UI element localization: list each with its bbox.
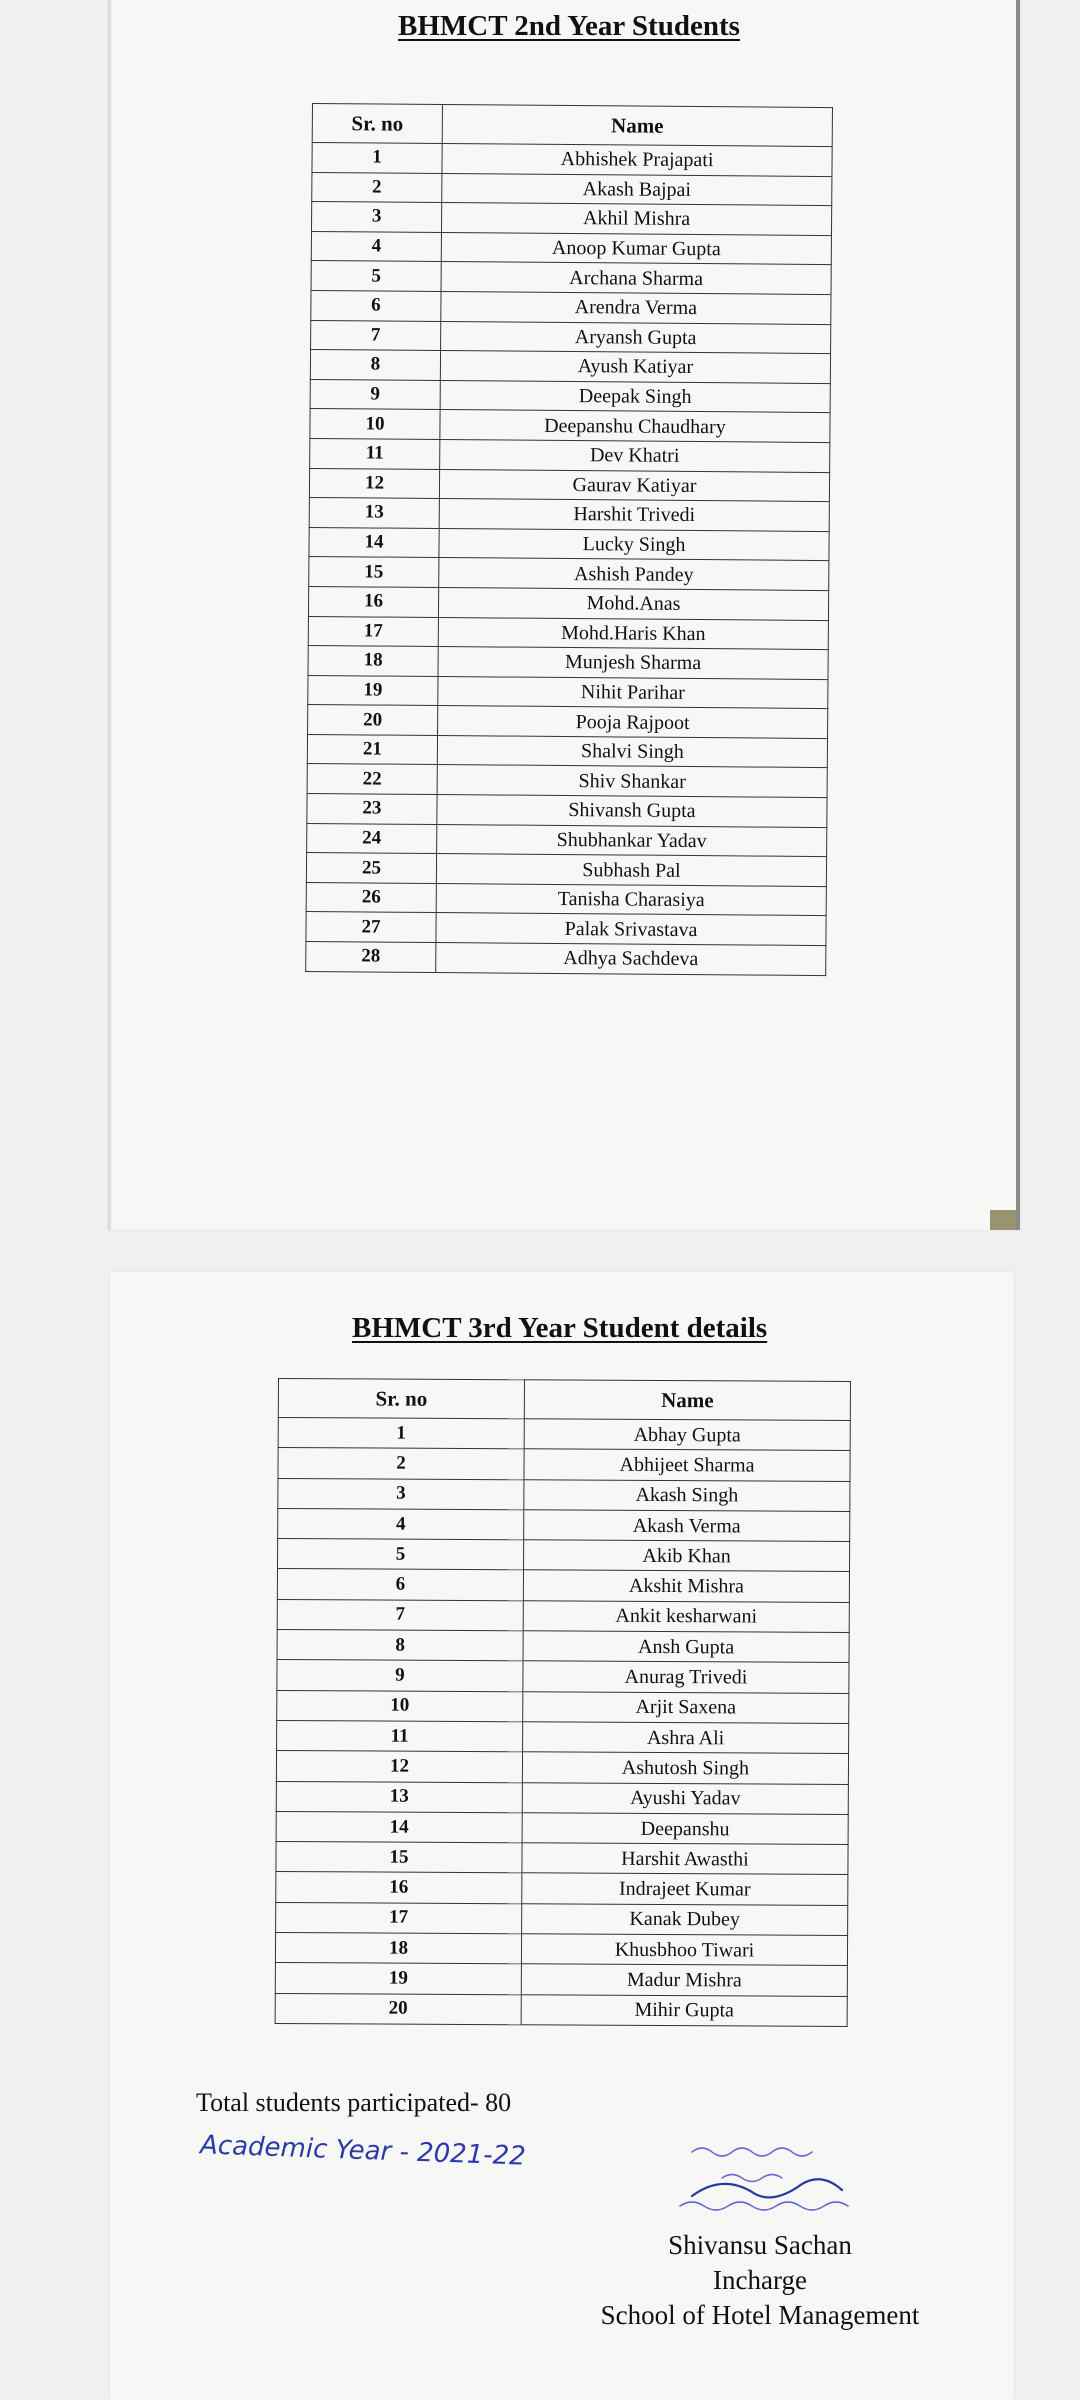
sr-no-cell: 9 <box>277 1660 523 1692</box>
student-name-cell: Dev Khatri <box>440 439 830 472</box>
table-row <box>307 764 827 798</box>
sr-no-cell: 7 <box>277 1599 523 1631</box>
sr-no-cell: 5 <box>311 261 441 292</box>
table-row <box>308 675 828 709</box>
sr-no-cell: 10 <box>277 1690 523 1722</box>
sr-no-cell: 6 <box>311 290 441 321</box>
table-row <box>276 1902 848 1935</box>
table-row <box>310 379 830 413</box>
students-table-3rd-year <box>275 1378 851 2027</box>
sr-no-cell: 27 <box>306 912 436 943</box>
student-name-cell: Deepanshu Chaudhary <box>440 410 830 443</box>
table-row <box>312 172 832 206</box>
sr-no-cell: 21 <box>307 734 437 765</box>
sr-no-cell: 15 <box>276 1842 522 1874</box>
sr-no-cell: 14 <box>309 527 439 558</box>
table-row <box>310 409 830 443</box>
student-name-cell: Ashra Ali <box>523 1722 849 1754</box>
table-row <box>277 1569 849 1602</box>
table-header-row <box>278 1379 850 1421</box>
sr-no-cell: 18 <box>275 1933 521 1965</box>
table-row <box>276 1751 848 1784</box>
table-row <box>278 1478 850 1511</box>
sheet-title-2nd-year: BHMCT 2nd Year Students <box>398 10 740 42</box>
table-row <box>275 1933 847 1966</box>
sr-no-cell: 24 <box>307 823 437 854</box>
sr-no-cell: 1 <box>278 1418 524 1450</box>
student-name-cell: Lucky Singh <box>439 528 829 561</box>
student-name-cell: Akhil Mishra <box>441 203 831 236</box>
signatory-block <box>560 2228 960 2333</box>
table-row <box>306 912 826 946</box>
table-row <box>276 1842 848 1875</box>
table-row <box>312 143 832 177</box>
table-row <box>308 646 828 680</box>
sr-no-cell: 4 <box>278 1508 524 1540</box>
student-name-cell: Deepanshu <box>522 1813 848 1845</box>
table-row <box>275 1993 847 2026</box>
student-name-cell: Shiv Shankar <box>437 765 827 798</box>
table-row <box>309 468 829 502</box>
student-name-cell: Indrajeet Kumar <box>522 1873 848 1905</box>
sr-no-cell: 19 <box>275 1963 521 1995</box>
sr-no-cell: 17 <box>276 1902 522 1934</box>
sr-no-cell: 1 <box>312 143 442 174</box>
student-name-cell: Madur Mishra <box>521 1964 847 1996</box>
sr-no-cell: 5 <box>278 1539 524 1571</box>
student-name-cell: Ayushi Yadav <box>522 1782 848 1814</box>
students-table-2nd-year <box>305 103 833 976</box>
student-name-cell: Arendra Verma <box>441 291 831 324</box>
sr-no-cell: 18 <box>308 646 438 677</box>
student-name-cell: Akash Singh <box>524 1479 850 1511</box>
sheet-title-3rd-year: BHMCT 3rd Year Student details <box>352 1312 768 1344</box>
sr-no-cell: 20 <box>275 1993 521 2025</box>
student-name-cell: Shalvi Singh <box>437 735 827 768</box>
table-row <box>277 1630 849 1663</box>
student-name-cell: Subhash Pal <box>436 854 826 887</box>
sr-no-cell: 28 <box>306 942 436 973</box>
student-name-cell: Khusbhoo Tiwari <box>521 1934 847 1966</box>
student-name-cell: Mohd.Haris Khan <box>438 617 828 650</box>
signatory-role: Incharge <box>713 2265 807 2295</box>
signature-scribble <box>692 2179 842 2197</box>
student-name-cell: Kanak Dubey <box>522 1904 848 1936</box>
sr-no-cell: 8 <box>310 350 440 381</box>
student-name-cell: Mohd.Anas <box>438 587 828 620</box>
table-row <box>307 734 827 768</box>
table-row <box>276 1811 848 1844</box>
student-name-cell: Pooja Rajpoot <box>438 706 828 739</box>
sr-no-cell: 9 <box>310 379 440 410</box>
sr-no-cell: 4 <box>311 231 441 262</box>
table-row <box>308 705 828 739</box>
sr-no-cell: 15 <box>309 557 439 588</box>
sr-no-cell: 11 <box>277 1720 523 1752</box>
column-header-sr: Sr. no <box>278 1379 524 1419</box>
student-name-cell: Abhay Gupta <box>524 1419 850 1451</box>
table-row <box>311 202 831 236</box>
table-row <box>306 853 826 887</box>
student-name-cell: Harshit Awasthi <box>522 1843 848 1875</box>
student-name-cell: Adhya Sachdeva <box>436 943 826 976</box>
table-row <box>311 290 831 324</box>
table-row <box>311 261 831 295</box>
sr-no-cell: 25 <box>306 853 436 884</box>
table-row <box>307 794 827 828</box>
table-row <box>309 557 829 591</box>
student-name-cell: Munjesh Sharma <box>438 647 828 680</box>
sr-no-cell: 10 <box>310 409 440 440</box>
student-name-cell: Archana Sharma <box>441 262 831 295</box>
student-name-cell: Arjit Saxena <box>523 1691 849 1723</box>
sr-no-cell: 6 <box>277 1569 523 1601</box>
sr-no-cell: 3 <box>278 1478 524 1510</box>
student-name-cell: Mihir Gupta <box>521 1994 847 2026</box>
student-name-cell: Ansh Gupta <box>523 1631 849 1663</box>
student-name-cell: Anoop Kumar Gupta <box>441 232 831 265</box>
table-row <box>307 823 827 857</box>
signatory-org: School of Hotel Management <box>600 2300 920 2330</box>
signatory-name: Shivansu Sachan <box>668 2230 852 2260</box>
sr-no-cell: 23 <box>307 794 437 825</box>
student-name-cell: Ayush Katiyar <box>440 351 830 384</box>
student-name-cell: Harshit Trivedi <box>439 499 829 532</box>
table-row <box>310 350 830 384</box>
student-name-cell: Deepak Singh <box>440 380 830 413</box>
student-name-cell: Tanisha Charasiya <box>436 883 826 916</box>
student-name-cell: Shivansh Gupta <box>437 795 827 828</box>
sr-no-cell: 2 <box>278 1448 524 1480</box>
table-row <box>278 1448 850 1481</box>
table-row <box>277 1660 849 1693</box>
page-corner-mark <box>990 1210 1016 1230</box>
sr-no-cell: 12 <box>276 1751 522 1783</box>
student-name-cell: Aryansh Gupta <box>441 321 831 354</box>
official-stamp <box>672 2138 872 2224</box>
table-row <box>308 616 828 650</box>
student-name-cell: Akshit Mishra <box>523 1570 849 1602</box>
table-row <box>306 882 826 916</box>
table-row <box>308 586 828 620</box>
table-row <box>278 1508 850 1541</box>
sr-no-cell: 12 <box>309 468 439 499</box>
student-name-cell: Akash Bajpai <box>442 173 832 206</box>
student-name-cell: Ashish Pandey <box>439 558 829 591</box>
student-name-cell: Abhijeet Sharma <box>524 1449 850 1481</box>
table-row <box>276 1872 848 1905</box>
sr-no-cell: 16 <box>276 1872 522 1904</box>
sr-no-cell: 22 <box>307 764 437 795</box>
sr-no-cell: 17 <box>308 616 438 647</box>
sr-no-cell: 3 <box>311 202 441 233</box>
sr-no-cell: 20 <box>308 705 438 736</box>
sr-no-cell: 11 <box>310 438 440 469</box>
student-name-cell: Akib Khan <box>523 1540 849 1572</box>
table-row <box>277 1720 849 1753</box>
table-row <box>309 498 829 532</box>
column-header-name: Name <box>442 105 832 147</box>
sr-no-cell: 14 <box>276 1811 522 1843</box>
student-name-cell: Ashutosh Singh <box>522 1752 848 1784</box>
table-row <box>306 942 826 976</box>
student-name-cell: Ankit kesharwani <box>523 1601 849 1633</box>
table-row <box>311 320 831 354</box>
table-row <box>277 1599 849 1632</box>
student-name-cell: Nihit Parihar <box>438 676 828 709</box>
table-row <box>276 1781 848 1814</box>
student-name-cell: Akash Verma <box>524 1510 850 1542</box>
sr-no-cell: 19 <box>308 675 438 706</box>
table-row <box>278 1539 850 1572</box>
sr-no-cell: 13 <box>309 498 439 529</box>
table-row <box>309 527 829 561</box>
sr-no-cell: 8 <box>277 1630 523 1662</box>
table-row <box>310 438 830 472</box>
sr-no-cell: 7 <box>311 320 441 351</box>
table-row <box>311 231 831 265</box>
column-header-sr: Sr. no <box>312 104 442 144</box>
handwritten-academic-year: Academic Year - 2021-22 <box>199 2130 527 2172</box>
student-name-cell: Palak Srivastava <box>436 913 826 946</box>
column-header-name: Name <box>524 1380 850 1421</box>
sr-no-cell: 26 <box>306 882 436 913</box>
student-name-cell: Gaurav Katiyar <box>439 469 829 502</box>
sr-no-cell: 16 <box>308 586 438 617</box>
total-participants: Total students participated- 80 <box>196 2088 512 2117</box>
table-row <box>278 1418 850 1451</box>
student-name-cell: Shubhankar Yadav <box>437 824 827 857</box>
sr-no-cell: 2 <box>312 172 442 203</box>
student-name-cell: Anurag Trivedi <box>523 1661 849 1693</box>
table-row <box>275 1963 847 1996</box>
page-edge <box>108 0 112 1230</box>
table-row <box>277 1690 849 1723</box>
student-name-cell: Abhishek Prajapati <box>442 144 832 177</box>
table-header-row <box>312 104 832 147</box>
sr-no-cell: 13 <box>276 1781 522 1813</box>
